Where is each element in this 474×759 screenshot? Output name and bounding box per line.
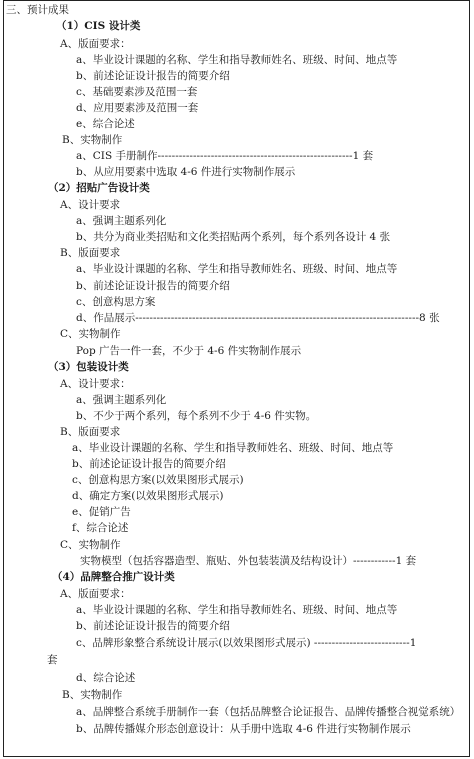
list-item: c、品牌形象整合系统设计展示(以效果图形式展示) ---------------------------1 bbox=[76, 637, 417, 649]
list-item: d、应用要素涉及范围一套 bbox=[76, 102, 199, 114]
list-item: e、促销广告 bbox=[72, 506, 131, 518]
list-item: c、创意构思方案(以效果图形式展示) bbox=[72, 474, 244, 486]
subheading: B、实物制作 bbox=[62, 134, 123, 146]
list-item: d、综合论述 bbox=[76, 672, 136, 684]
list-item: a、强调主题系列化 bbox=[76, 394, 167, 406]
subheading: C、实物制作 bbox=[60, 328, 121, 340]
subheading: C、实物制作 bbox=[60, 539, 121, 551]
subheading: A、版面要求： bbox=[60, 38, 131, 50]
category-heading-cis: （1）CIS 设计类 bbox=[56, 20, 141, 32]
subheading: A、设计要求： bbox=[60, 378, 131, 390]
list-item: d、确定方案(以效果图形式展示) bbox=[72, 490, 224, 502]
list-item: b、不少于两个系列，每个系列不少于 4-6 件实物。 bbox=[76, 410, 317, 422]
category-heading-brand: （4）品牌整合推广设计类 bbox=[52, 571, 175, 583]
category-heading-packaging: （3）包装设计类 bbox=[48, 361, 129, 373]
subheading: B、实物制作 bbox=[62, 689, 123, 701]
section-heading: 三、预计成果 bbox=[6, 4, 69, 16]
list-item-continuation: 套 bbox=[47, 654, 58, 666]
list-item: a、强调主题系列化 bbox=[76, 215, 167, 227]
list-item: f、综合论述 bbox=[72, 522, 129, 534]
list-item: a、毕业设计课题的名称、学生和指导教师姓名、班级、时间、地点等 bbox=[76, 54, 398, 66]
list-item: c、创意构思方案 bbox=[76, 296, 156, 308]
subheading: B、版面要求 bbox=[60, 247, 121, 259]
list-item: b、从应用要素中选取 4-6 件进行实物制作展示 bbox=[76, 166, 296, 178]
list-item: a、毕业设计课题的名称、学生和指导教师姓名、班级、时间、地点等 bbox=[76, 263, 398, 275]
list-item: b、共分为商业类招贴和文化类招贴两个系列，每个系列各设计 4 张 bbox=[76, 231, 391, 243]
category-heading-poster: （2）招贴广告设计类 bbox=[48, 182, 150, 194]
subheading: A、设计要求 bbox=[60, 199, 121, 211]
list-item: a、毕业设计课题的名称、学生和指导教师姓名、班级、时间、地点等 bbox=[76, 604, 398, 616]
list-item: a、品牌整合系统手册制作一套（包括品牌整合论证报告、品牌传播整合视觉系统） bbox=[76, 706, 461, 718]
list-item: 实物模型（包括容器造型、瓶贴、外包装装潢及结构设计）------------1 套 bbox=[80, 555, 417, 567]
list-item: b、品牌传播媒介形态创意设计：从手册中选取 4-6 件进行实物制作展示 bbox=[76, 723, 411, 735]
list-item: d、作品展示--------------------------------------------------------------------------------8 张 bbox=[76, 312, 440, 324]
list-item: Pop 广告一件一套，不少于 4-6 件实物制作展示 bbox=[76, 345, 302, 357]
list-item: c、基础要素涉及范围一套 bbox=[76, 86, 198, 98]
subheading: B、版面要求 bbox=[60, 426, 121, 438]
list-item: e、综合论述 bbox=[76, 118, 135, 130]
list-item: b、前述论证设计报告的简要介绍 bbox=[72, 458, 226, 470]
list-item: b、前述论证设计报告的简要介绍 bbox=[76, 620, 230, 632]
list-item: b、前述论证设计报告的简要介绍 bbox=[76, 70, 230, 82]
list-item: a、毕业设计课题的名称、学生和指导教师姓名、班级、时间、地点等 bbox=[72, 442, 394, 454]
list-item: a、CIS 手册制作-------------------------------------------------------1 套 bbox=[76, 150, 374, 162]
subheading: A、版面要求： bbox=[60, 588, 131, 600]
list-item: b、前述论证设计报告的简要介绍 bbox=[76, 280, 230, 292]
